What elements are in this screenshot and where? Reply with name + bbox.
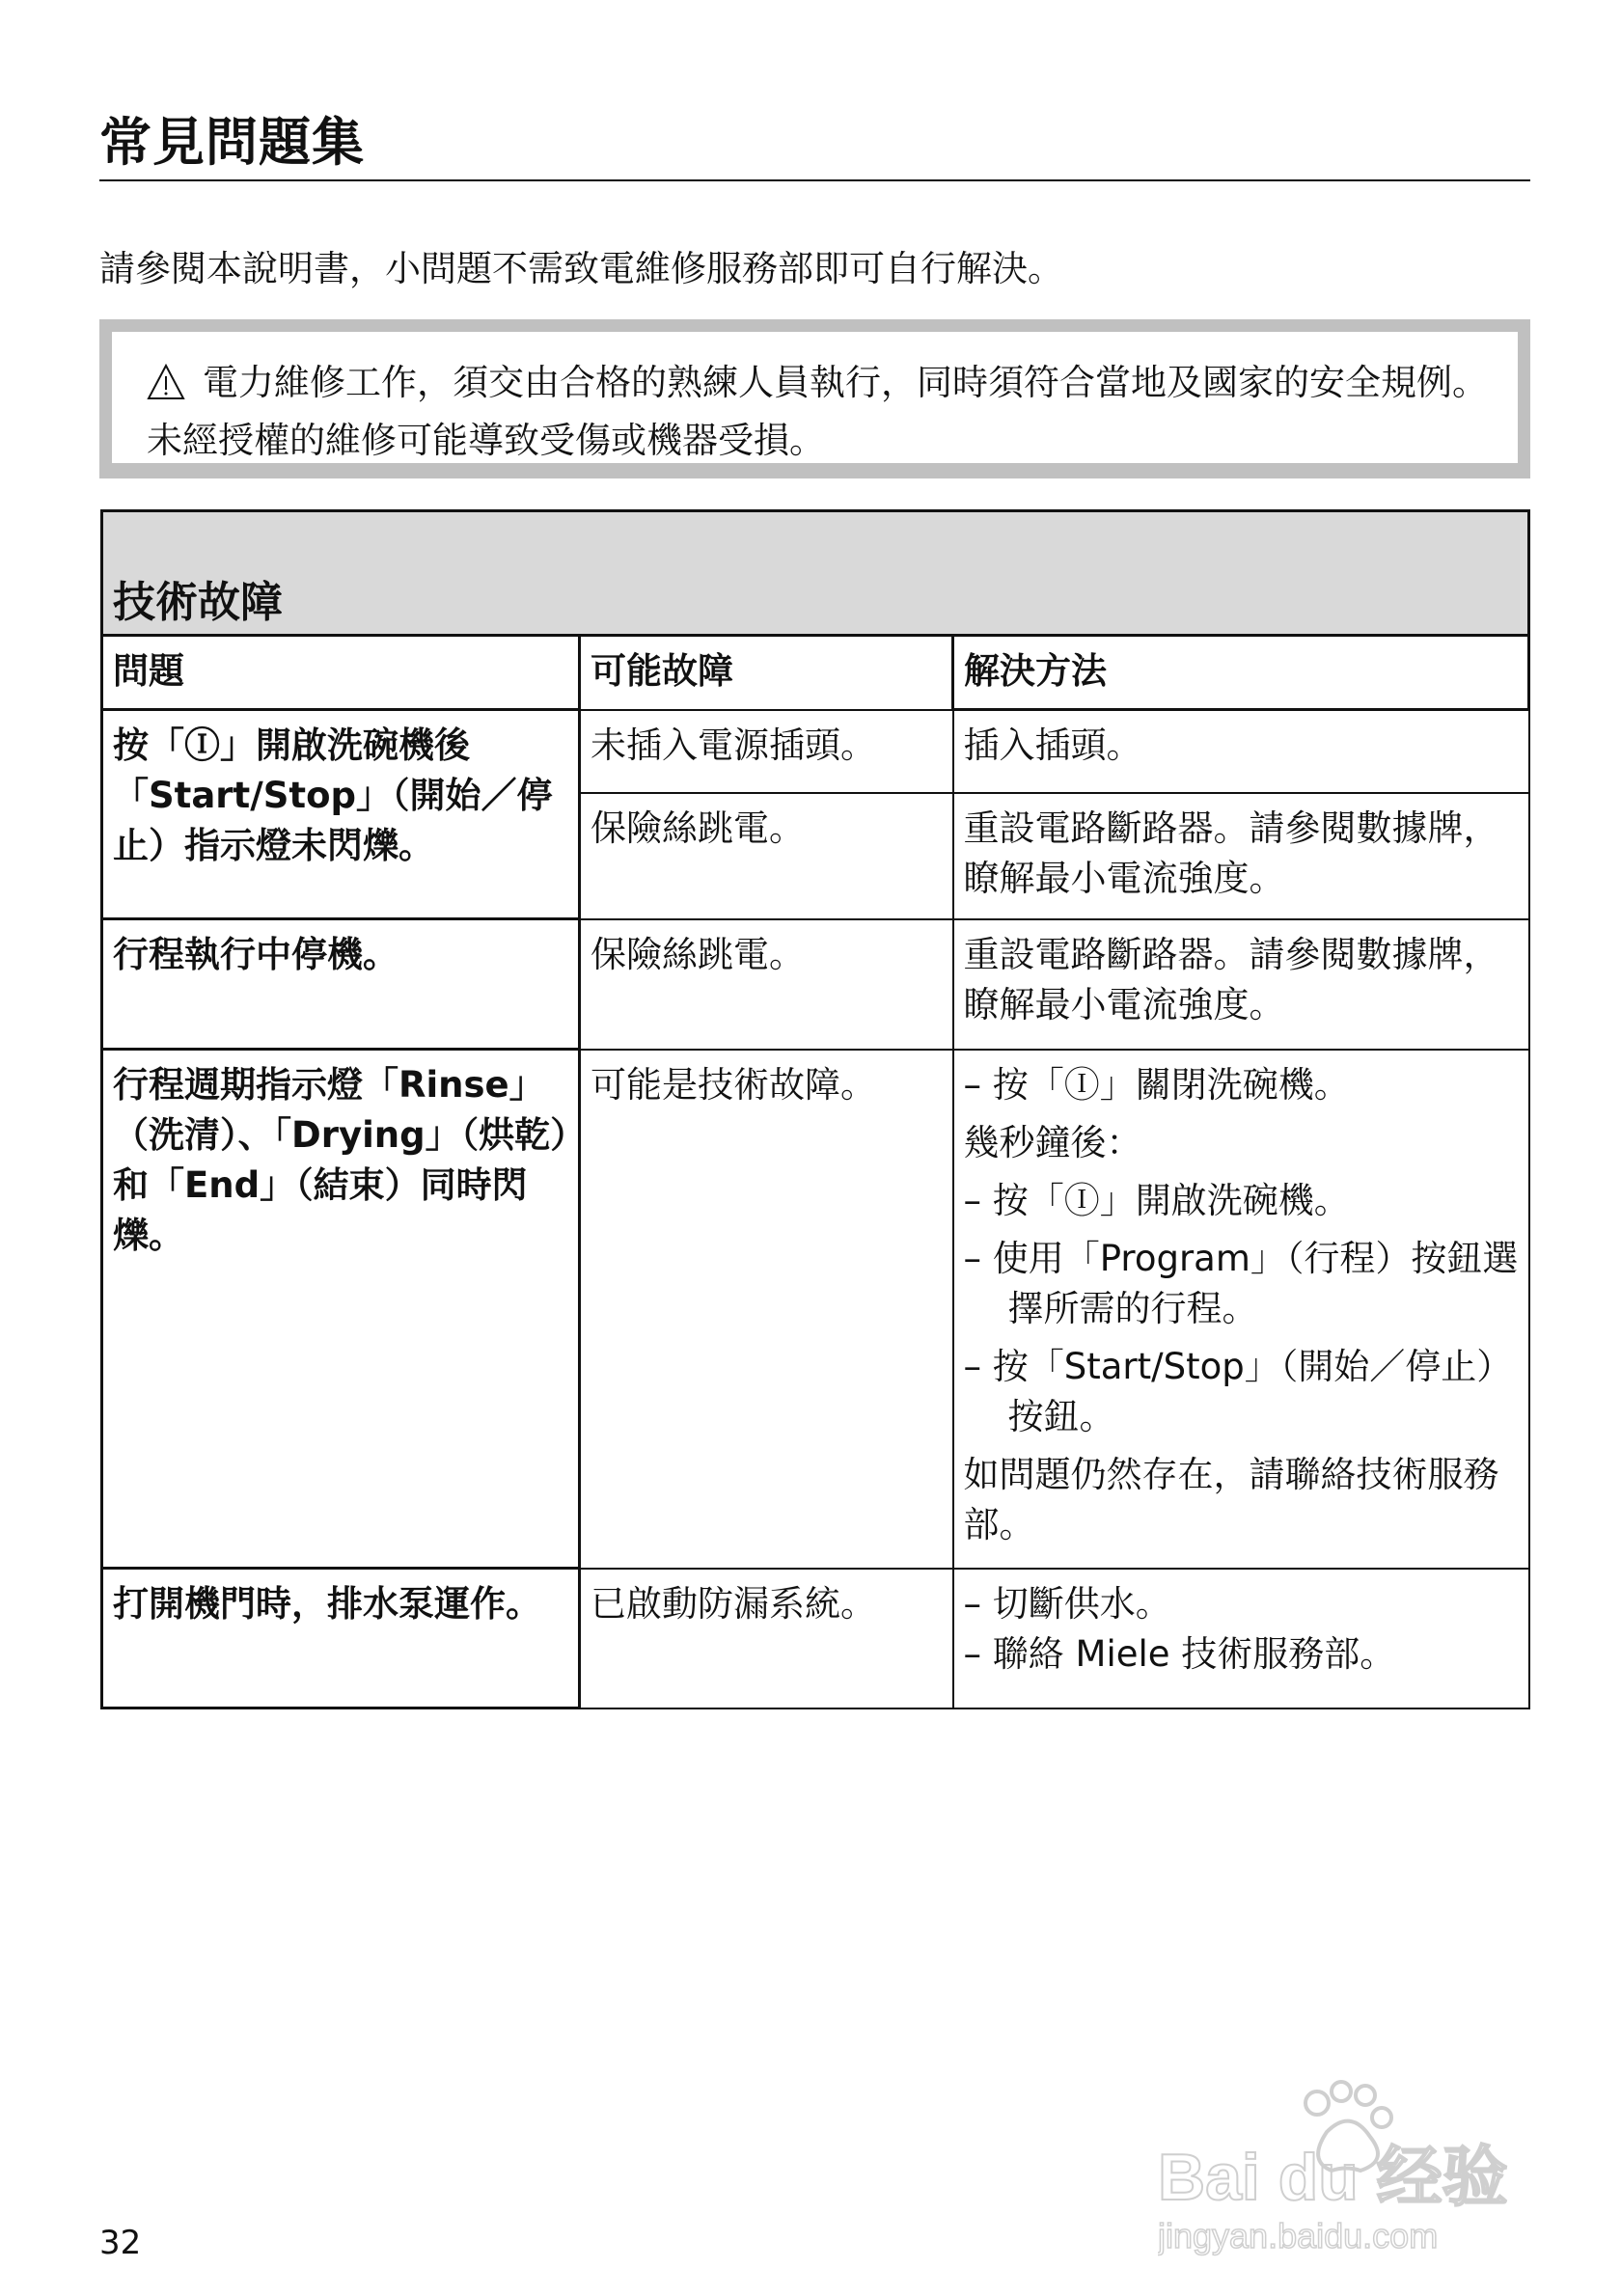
problem-cell: 行程執行中停機。 <box>102 919 580 1050</box>
cause-cell: 保險絲跳電。 <box>580 793 953 919</box>
solution-step: – 使用「Program」（行程）按鈕選擇所需的行程。 <box>963 1237 1519 1329</box>
table-row <box>102 1569 1529 1708</box>
intro-text: 請參閱本說明書，小問題不需致電維修服務部即可自行解決。 <box>99 248 1063 289</box>
header-solution: 解決方法 <box>953 636 1529 710</box>
cause-cell: 已啟動防漏系統。 <box>580 1569 953 1708</box>
problem-cell: 按「Ⓘ」開啟洗碗機後「Start/Stop」（開始／停止）指示燈未閃爍。 <box>102 710 580 919</box>
warning-triangle-icon <box>147 363 185 415</box>
page-title: 常見問題集 <box>99 112 365 173</box>
solution-step: – 聯絡 Miele 技術服務部。 <box>963 1632 1396 1675</box>
solution-cell <box>953 1050 1529 1569</box>
problem-cell: 打開機門時，排水泵運作。 <box>102 1569 580 1708</box>
warning-text: 電力維修工作，須交由合格的熟練人員執行，同時須符合當地及國家的安全規例。未經授權的維修可能導致受傷或機器受損。 <box>147 362 1488 461</box>
solution-step: – 按「Ⓘ」開啟洗碗機。 <box>963 1179 1350 1221</box>
header-problem: 問題 <box>102 636 580 710</box>
troubleshooting-table <box>100 509 1530 1709</box>
solution-step: – 切斷供水。 <box>963 1582 1171 1625</box>
title-divider <box>99 179 1530 181</box>
solution-step: – 按「Ⓘ」關閉洗碗機。 <box>963 1063 1350 1106</box>
solution-step: – 按「Start/Stop」（開始／停止）按鈕。 <box>963 1345 1513 1437</box>
svg-text:jingyan.baidu.com: jingyan.baidu.com <box>1158 2216 1439 2255</box>
warning-box <box>99 319 1530 478</box>
cause-cell: 未插入電源插頭。 <box>580 710 953 793</box>
section-title: 技術故障 <box>102 511 1529 636</box>
header-cause: 可能故障 <box>580 636 953 710</box>
cause-cell: 保險絲跳電。 <box>580 919 953 1050</box>
svg-text:Bai du 经验: Bai du 经验 <box>1158 2141 1508 2214</box>
solution-cell: 重設電路斷路器。請參閱數據牌，瞭解最小電流強度。 <box>953 793 1529 919</box>
solution-note: 幾秒鐘後： <box>963 1121 1142 1163</box>
table-row <box>102 919 1529 1050</box>
problem-cell: 行程週期指示燈「Rinse」（洗清）、「Drying」（烘乾）和「End」（結束）同時閃爍。 <box>102 1050 580 1569</box>
table-row <box>102 1050 1529 1569</box>
table-row <box>102 710 1529 793</box>
solution-note: 如問題仍然存在，請聯絡技術服務部。 <box>963 1453 1499 1545</box>
baidu-watermark-logo <box>1158 2074 1544 2257</box>
solution-cell: 重設電路斷路器。請參閱數據牌，瞭解最小電流強度。 <box>953 919 1529 1050</box>
cause-cell: 可能是技術故障。 <box>580 1050 953 1569</box>
solution-cell: 插入插頭。 <box>953 710 1529 793</box>
solution-cell <box>953 1569 1529 1708</box>
page-number: 32 <box>99 2224 142 2262</box>
